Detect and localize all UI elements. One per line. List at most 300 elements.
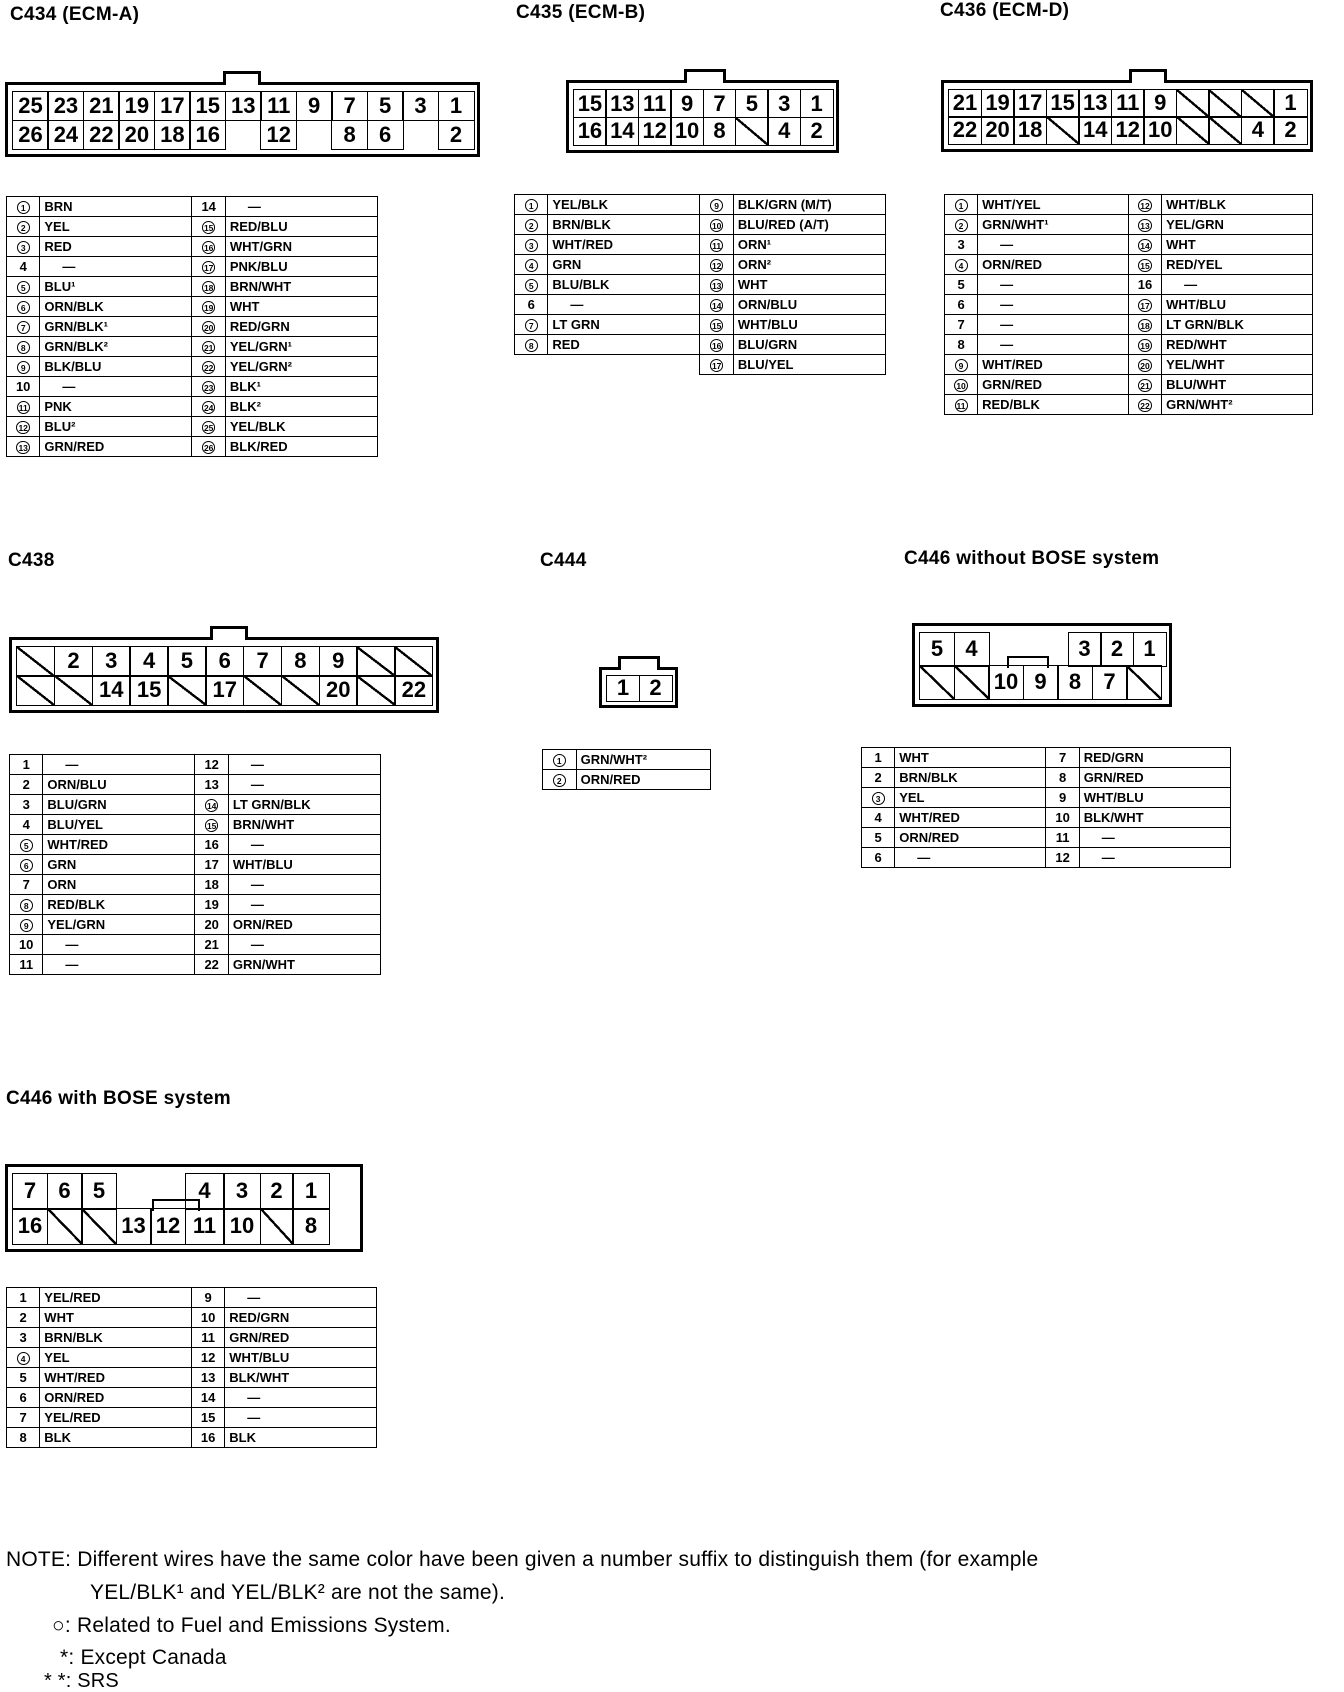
pin-grid (606, 675, 671, 700)
pin-cavity: 9 (296, 91, 333, 121)
table-row (10, 895, 381, 915)
pin-number (195, 775, 228, 795)
pin-cavity: 1 (1273, 89, 1307, 118)
pin-number (1046, 848, 1079, 868)
table-row (543, 770, 711, 790)
wire-color: WHT/RED (43, 835, 195, 855)
wire-color: WHT/GRN (225, 237, 377, 257)
pin-number (700, 215, 733, 235)
pin-cavity: 17 (154, 91, 191, 121)
pin-cavity: 13 (1078, 89, 1112, 118)
table-row (7, 1308, 377, 1328)
table-row (7, 437, 378, 457)
wire-color: BRN/WHT (228, 815, 380, 835)
pin-number (945, 315, 978, 335)
pin-cavity: 4 (954, 632, 990, 667)
pin-number-label: 5 (874, 830, 882, 845)
pin-number-label: 7 (17, 321, 30, 334)
pin-number (515, 295, 548, 315)
pin-number-label: 9 (17, 361, 30, 374)
pin-number (192, 297, 225, 317)
pin-number-label: 4 (874, 810, 882, 825)
wire-color: — (43, 755, 195, 775)
pin-number (7, 1328, 40, 1348)
table-row (515, 255, 886, 275)
wire-color: — (228, 755, 380, 775)
pin-cavity: 2 (438, 120, 475, 150)
c435-pin-table (514, 194, 886, 375)
pin-number-label: 9 (955, 359, 968, 372)
c435-connector (566, 80, 839, 153)
table-row (7, 1288, 377, 1308)
pin-number (700, 195, 733, 215)
pin-number (945, 235, 978, 255)
pin-number (192, 237, 225, 257)
pin-cavity: 5 (367, 91, 404, 121)
pin-number (945, 215, 978, 235)
pin-number-label: 18 (203, 283, 214, 293)
pin-cavity: 7 (1092, 665, 1128, 700)
pin-number-label: 5 (957, 277, 965, 292)
wire-color: GRN/WHT² (576, 750, 710, 770)
wire-color: ORN/RED (40, 1388, 192, 1408)
pin-number (191, 1408, 224, 1428)
pin-cavity: 8 (703, 117, 737, 146)
pin-cavity: 12 (638, 117, 672, 146)
pin-cavity: 10 (1143, 116, 1177, 145)
table-row (945, 215, 1313, 235)
pin-number (945, 255, 978, 275)
table-row (945, 355, 1313, 375)
wire-color: BLK² (225, 397, 377, 417)
pin-number-label: 7 (957, 317, 965, 332)
pin-cavity: 21 (948, 89, 982, 118)
pin-number (945, 275, 978, 295)
pin-number-label: 20 (204, 917, 219, 932)
pin-number-label: 21 (1140, 381, 1150, 391)
pin-cavity: 19 (981, 89, 1015, 118)
wire-color: — (228, 875, 380, 895)
pin-cavity: 25 (12, 91, 49, 121)
pin-number-label: 4 (22, 817, 30, 832)
pin-number-label: 1 (17, 201, 30, 214)
pin-number (1046, 768, 1079, 788)
pin-number-label: 25 (203, 423, 214, 433)
pin-number-label: 16 (203, 243, 214, 253)
pin-number (10, 835, 43, 855)
latch (152, 1199, 200, 1211)
pin-number-label: 9 (710, 199, 723, 212)
wire-color: — (228, 895, 380, 915)
pin-cavity: 1 (800, 89, 834, 118)
pin-cavity: 16 (12, 1208, 48, 1245)
pin-number-label: 8 (20, 899, 33, 912)
pin-number-label: 13 (200, 1370, 216, 1385)
pin-number-label: 17 (204, 857, 219, 872)
pin-number-label: 21 (203, 343, 214, 353)
pin-number (7, 1428, 40, 1448)
table-row (862, 748, 1231, 768)
pin-number (7, 337, 40, 357)
pin-cavity-empty (356, 675, 395, 706)
pin-number-label: 10 (200, 1310, 216, 1325)
table-row (862, 848, 1231, 868)
table-row (7, 1348, 377, 1368)
pin-number (515, 235, 548, 255)
wire-color: BLK/RED (225, 437, 377, 457)
pin-number (10, 895, 43, 915)
pin-number (1046, 748, 1079, 768)
pin-cavity: 7 (331, 91, 368, 121)
pin-number (862, 788, 895, 808)
pin-number-label: 10 (15, 379, 31, 394)
wire-color: GRN/RED (1079, 768, 1230, 788)
c434-pin-table (6, 196, 378, 457)
pin-number (192, 377, 225, 397)
wire-color: ORN/BLU (733, 295, 885, 315)
pin-cavity: 11 (638, 89, 672, 118)
table-row (7, 297, 378, 317)
pin-number (1128, 195, 1161, 215)
table-row (10, 875, 381, 895)
wire-color: WHT/BLU (225, 1348, 377, 1368)
pin-number (195, 835, 228, 855)
wire-color: ORN/RED (576, 770, 710, 790)
wire-color: YEL (40, 1348, 192, 1368)
wire-color: LT GRN/BLK (1162, 315, 1313, 335)
pin-number-label: 19 (203, 303, 214, 313)
wire-color: LT GRN (548, 315, 700, 335)
pin-number (7, 237, 40, 257)
table-row (945, 275, 1313, 295)
pin-cavity-empty (1176, 89, 1210, 118)
note-line-4: *: Except Canada (60, 1646, 227, 1669)
table-row (515, 195, 886, 215)
pin-number-label: 19 (1140, 341, 1150, 351)
wire-color: WHT/YEL (978, 195, 1129, 215)
pin-number-label: 11 (956, 401, 966, 411)
table-row (945, 295, 1313, 315)
wire-color: YEL/BLK (548, 195, 700, 215)
pin-number (191, 1368, 224, 1388)
wire-color: BRN/BLK (40, 1328, 192, 1348)
latch (1129, 69, 1167, 83)
pin-number-label: 3 (19, 1330, 27, 1345)
wire-color: WHT (733, 275, 885, 295)
pin-cavity: 10 (670, 117, 704, 146)
pin-number-label: 12 (204, 757, 219, 772)
table-row (7, 357, 378, 377)
pin-number (945, 395, 978, 415)
pin-number (7, 1408, 40, 1428)
pin-cavity: 3 (1068, 632, 1102, 667)
pin-number-label: 15 (1140, 261, 1150, 271)
pin-number-label: 10 (18, 937, 34, 952)
wire-color: ORN/RED (895, 828, 1046, 848)
pin-cavity: 11 (260, 91, 297, 121)
pin-number-label: 10 (711, 221, 722, 231)
pin-number (700, 235, 733, 255)
pin-number-label: 13 (711, 281, 722, 291)
table-row (10, 935, 381, 955)
pin-number (862, 748, 895, 768)
table-row (862, 828, 1231, 848)
pin-number-label: 19 (204, 897, 219, 912)
latch (1007, 656, 1049, 668)
pin-number-label: 5 (19, 1370, 27, 1385)
pin-number (700, 315, 733, 335)
wire-color: WHT/RED (40, 1368, 192, 1388)
note-line-1: NOTE: Different wires have the same color have been given a number suffix to distinguish them (for example (6, 1548, 1039, 1571)
pin-number (195, 915, 228, 935)
pin-number (7, 377, 40, 397)
wire-color: RED (548, 335, 700, 355)
pin-cavity: 18 (154, 120, 191, 150)
pin-cavity: 16 (573, 117, 607, 146)
pin-cavity: 21 (83, 91, 120, 121)
pin-number (1128, 335, 1161, 355)
pin-cavity: 4 (767, 117, 801, 146)
wire-color: — (978, 235, 1129, 255)
pin-number-label: 5 (17, 281, 30, 294)
pin-number (195, 935, 228, 955)
pin-number (515, 275, 548, 295)
latch (618, 656, 660, 670)
wire-color: RED/BLU (225, 217, 377, 237)
table-row (7, 237, 378, 257)
c446a-connector (912, 623, 1172, 707)
wire-color: BRN (40, 197, 192, 217)
wire-color: GRN (43, 855, 195, 875)
pin-number (945, 195, 978, 215)
pin-number-label: 10 (1055, 810, 1070, 825)
table-row (515, 295, 886, 315)
pin-number (191, 1428, 224, 1448)
wire-color: — (978, 335, 1129, 355)
pin-cavity-empty (243, 675, 282, 706)
pin-number (515, 315, 548, 335)
pin-number (945, 355, 978, 375)
pin-number-label: 1 (19, 1290, 27, 1305)
pin-number-label: 3 (957, 237, 965, 252)
pin-number (7, 1308, 40, 1328)
pin-number-label: 11 (1055, 830, 1070, 845)
table-row (10, 915, 381, 935)
table-row (10, 775, 381, 795)
pin-cavity: 6 (205, 646, 244, 677)
pin-cavity: 1 (438, 91, 475, 121)
pin-number (192, 397, 225, 417)
pin-number-label: 12 (200, 1350, 216, 1365)
empty-cell (548, 355, 700, 375)
pin-cavity-empty (260, 1208, 294, 1245)
wire-color: BRN/BLK (895, 768, 1046, 788)
wire-color: GRN/WHT¹ (978, 215, 1129, 235)
pin-number (945, 335, 978, 355)
pin-cavity-empty (1126, 665, 1162, 700)
pin-number (192, 337, 225, 357)
c438-connector (9, 637, 439, 713)
pin-number (515, 215, 548, 235)
table-row (7, 377, 378, 397)
pin-number-label: 10 (956, 381, 966, 391)
pin-cavity: 9 (1023, 665, 1059, 700)
wire-color: — (225, 1388, 377, 1408)
wire-color: — (978, 315, 1129, 335)
table-row (7, 1388, 377, 1408)
pin-number (7, 317, 40, 337)
wire-color: RED/BLK (43, 895, 195, 915)
table-row (7, 277, 378, 297)
c446a-title: C446 without BOSE system (904, 548, 1160, 569)
table-row (515, 315, 886, 335)
pin-cavity-empty (16, 646, 55, 677)
pin-number-label: 13 (1140, 221, 1150, 231)
wire-color: — (895, 848, 1046, 868)
wire-color: ORN² (733, 255, 885, 275)
pin-cavity-empty (47, 1208, 83, 1245)
wire-color: BRN/BLK (548, 215, 700, 235)
wire-color: — (228, 775, 380, 795)
pin-cavity-empty (54, 675, 93, 706)
table-row (10, 795, 381, 815)
wire-color: BLU/YEL (733, 355, 885, 375)
wire-color: — (978, 275, 1129, 295)
table-row (945, 255, 1313, 275)
pin-number (700, 275, 733, 295)
pin-cavity: 7 (243, 646, 282, 677)
wire-color: WHT (40, 1308, 192, 1328)
pin-number-label: 6 (19, 1390, 27, 1405)
pin-number-label: 8 (1058, 770, 1067, 785)
pin-number (1128, 275, 1161, 295)
table-row (7, 217, 378, 237)
pin-number (7, 1368, 40, 1388)
table-row (7, 1408, 377, 1428)
pin-number (195, 795, 228, 815)
pin-number (7, 297, 40, 317)
pin-number-label: 4 (17, 1352, 30, 1365)
pin-number-label: 18 (204, 877, 219, 892)
pin-cavity: 10 (223, 1208, 261, 1245)
pin-number-label: 21 (204, 937, 219, 952)
latch (210, 626, 248, 640)
pin-number-label: 17 (1140, 301, 1150, 311)
pin-cavity: 17 (205, 675, 244, 706)
wire-color: PNK (40, 397, 192, 417)
pin-number-label: 22 (1140, 401, 1150, 411)
pin-number-label: 14 (711, 301, 722, 311)
table-row (543, 750, 711, 770)
table-row (10, 755, 381, 775)
pin-number (10, 915, 43, 935)
wire-color: WHT (895, 748, 1046, 768)
pin-number (7, 277, 40, 297)
wire-color: — (1162, 275, 1313, 295)
pin-number (862, 768, 895, 788)
pin-cavity-empty (919, 665, 955, 700)
pin-number (862, 828, 895, 848)
pin-cavity: 20 (981, 116, 1015, 145)
table-row (7, 1328, 377, 1348)
pin-number (7, 257, 40, 277)
pin-number (700, 295, 733, 315)
pin-cavity: 15 (189, 91, 226, 121)
wire-color: — (225, 197, 377, 217)
pin-number (10, 855, 43, 875)
pin-number-label: 8 (525, 339, 538, 352)
pin-cavity: 10 (988, 665, 1024, 700)
pin-number-label: 7 (1058, 750, 1067, 765)
pin-number (1128, 315, 1161, 335)
pin-number (1046, 788, 1079, 808)
c438-pin-table (9, 754, 381, 975)
wire-color: ORN/BLU (43, 775, 195, 795)
pin-number (1128, 295, 1161, 315)
pin-cavity: 7 (12, 1173, 48, 1210)
pin-number (195, 815, 228, 835)
pin-number (945, 375, 978, 395)
pin-cavity-empty (735, 117, 769, 146)
pin-number-label: 12 (1055, 850, 1070, 865)
pin-number-label: 4 (525, 259, 538, 272)
pin-number-label: 15 (711, 321, 722, 331)
pin-number-label: 1 (525, 199, 538, 212)
pin-cavity: 8 (292, 1208, 330, 1245)
table-row (515, 215, 886, 235)
table-row (7, 397, 378, 417)
pin-number (7, 417, 40, 437)
wire-color: ORN/RED (228, 915, 380, 935)
pin-cavity-empty (394, 646, 433, 677)
table-row (515, 335, 886, 355)
pin-number (192, 257, 225, 277)
table-row (945, 195, 1313, 215)
wire-color: BLU/GRN (733, 335, 885, 355)
table-row (7, 337, 378, 357)
pin-number (191, 1308, 224, 1328)
wire-color: YEL/GRN (43, 915, 195, 935)
pin-cavity: 2 (800, 117, 834, 146)
pin-number-label: 3 (872, 792, 885, 805)
pin-number (1128, 395, 1161, 415)
pin-number-label: 24 (203, 403, 214, 413)
pin-number (10, 795, 43, 815)
pin-number-label: 9 (204, 1290, 212, 1305)
wire-color: ORN (43, 875, 195, 895)
pin-number (700, 255, 733, 275)
wire-color: YEL/RED (40, 1408, 192, 1428)
pin-cavity-empty (16, 675, 55, 706)
wire-color: YEL/BLK (225, 417, 377, 437)
wire-color: YEL/GRN² (225, 357, 377, 377)
latch (684, 69, 726, 83)
pin-row (919, 665, 1165, 698)
pin-cavity: 8 (1057, 665, 1093, 700)
pin-number-label: 7 (22, 877, 30, 892)
c446b-connector (5, 1164, 363, 1252)
pin-number (195, 955, 228, 975)
c444-pin-table (542, 749, 711, 790)
table-row (945, 395, 1313, 415)
c438-title: C438 (8, 550, 55, 571)
pin-number-label: 14 (1140, 241, 1150, 251)
pin-cavity-empty (81, 1208, 117, 1245)
pin-number (7, 1288, 40, 1308)
pin-cavity: 13 (116, 1208, 152, 1245)
pin-number (7, 357, 40, 377)
connector-gap (296, 120, 333, 150)
